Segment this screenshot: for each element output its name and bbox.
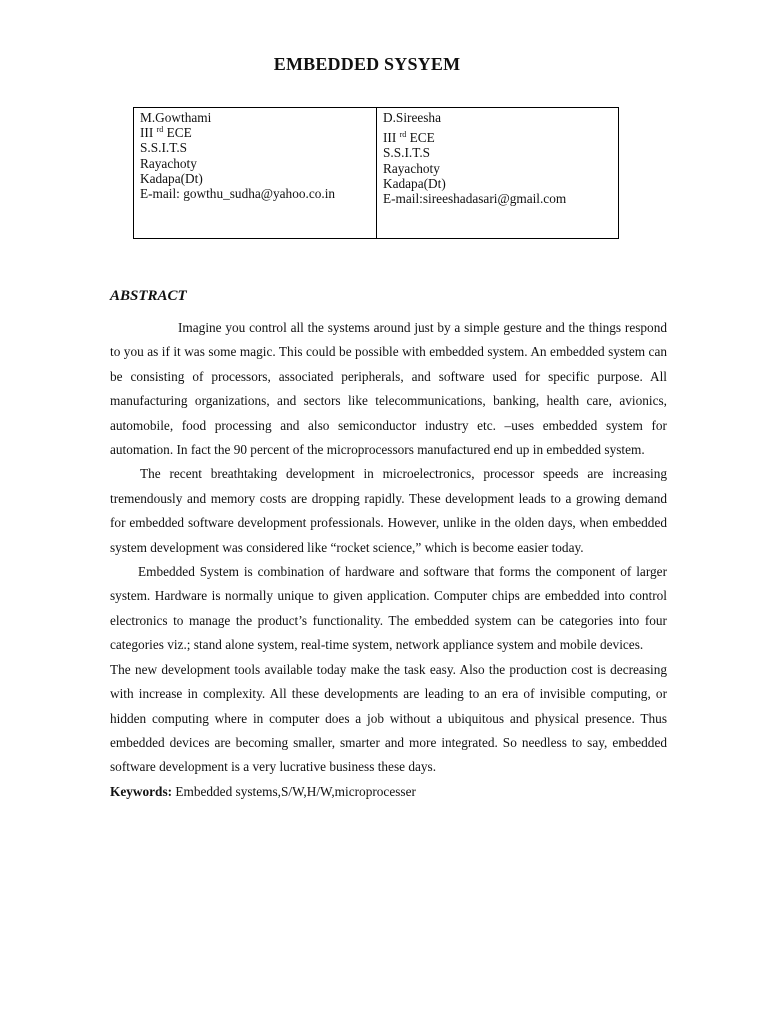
author-district: Kadapa(Dt) [140, 170, 203, 186]
author-year-dept: III $^{rd}$ ECE [140, 125, 192, 141]
author-email: E-mail: gowthu_sudha@yahoo.co.in [140, 186, 336, 202]
author-name: M.Gowthami [140, 110, 212, 125]
keywords-label: Keywords: [110, 783, 173, 799]
author-district: Kadapa(Dt) [383, 175, 446, 191]
keywords-text: Embedded systems,S/W,H/W,microprocesser [172, 783, 416, 799]
author-table [133, 107, 619, 239]
author-town: Rayachoty [383, 160, 440, 176]
author-college: S.S.I.T.S [383, 145, 431, 161]
author-year-dept: III $^{rd}$ ECE [383, 130, 435, 146]
author-name: D.Sireesha [383, 110, 441, 125]
author-email: E-mail:sireeshadasari@gmail.com [383, 191, 567, 207]
author-block-2 [376, 108, 618, 238]
abstract-paragraph: Imagine you control all the systems around just by a simple gesture and the things respond to you as if it was some magic. This could be possible with embedded system. An embedded system can be consisting of processors, associated peripherals, and software used for specific purpose. All manufacturing organizations, and sectors like telecommunications, banking, health care, avionics, automobile, food processing and also semiconductor industry etc. –uses embedded system for automation. In fact the 90 percent of the microprocessors manufactured end up in embedded system. [110, 320, 667, 458]
author-town: Rayachoty [140, 155, 197, 171]
keywords-line [110, 780, 667, 804]
author-college: S.S.I.T.S [140, 140, 188, 156]
abstract-paragraph: The recent breathtaking development in microelectronics, processor speeds are increasing tremendously and memory costs are dropping rapidly. These development leads to a growing demand for embedded software development professionals. However, unlike in the olden days, when embedded system development was considered like “rocket science,” which is become easier today. [110, 466, 667, 555]
abstract-paragraph: The new development tools available today make the task easy. Also the production cost is decreasing with increase in complexity. All these developments are leading to an era of invisible computing, or hidden computing where in computer does a job without a ubiquitous and physical presence. Thus embedded devices are becoming smaller, smarter and more integrated. So needless to say, embedded software development is a very lucrative business these days. [110, 661, 667, 775]
abstract-paragraph: Embedded System is combination of hardware and software that forms the component of larger system. Hardware is normally unique to given application. Computer chips are embedded into control electronics to manage the product’s functionality. The embedded system can be categories into four categories viz.; stand alone system, real-time system, network appliance system and mobile devices. [110, 564, 667, 653]
author-block-1 [134, 108, 376, 238]
abstract-body [110, 316, 667, 804]
paper-title: EMBEDDED SYSYEM [273, 54, 461, 74]
abstract-heading: ABSTRACT [110, 288, 187, 304]
